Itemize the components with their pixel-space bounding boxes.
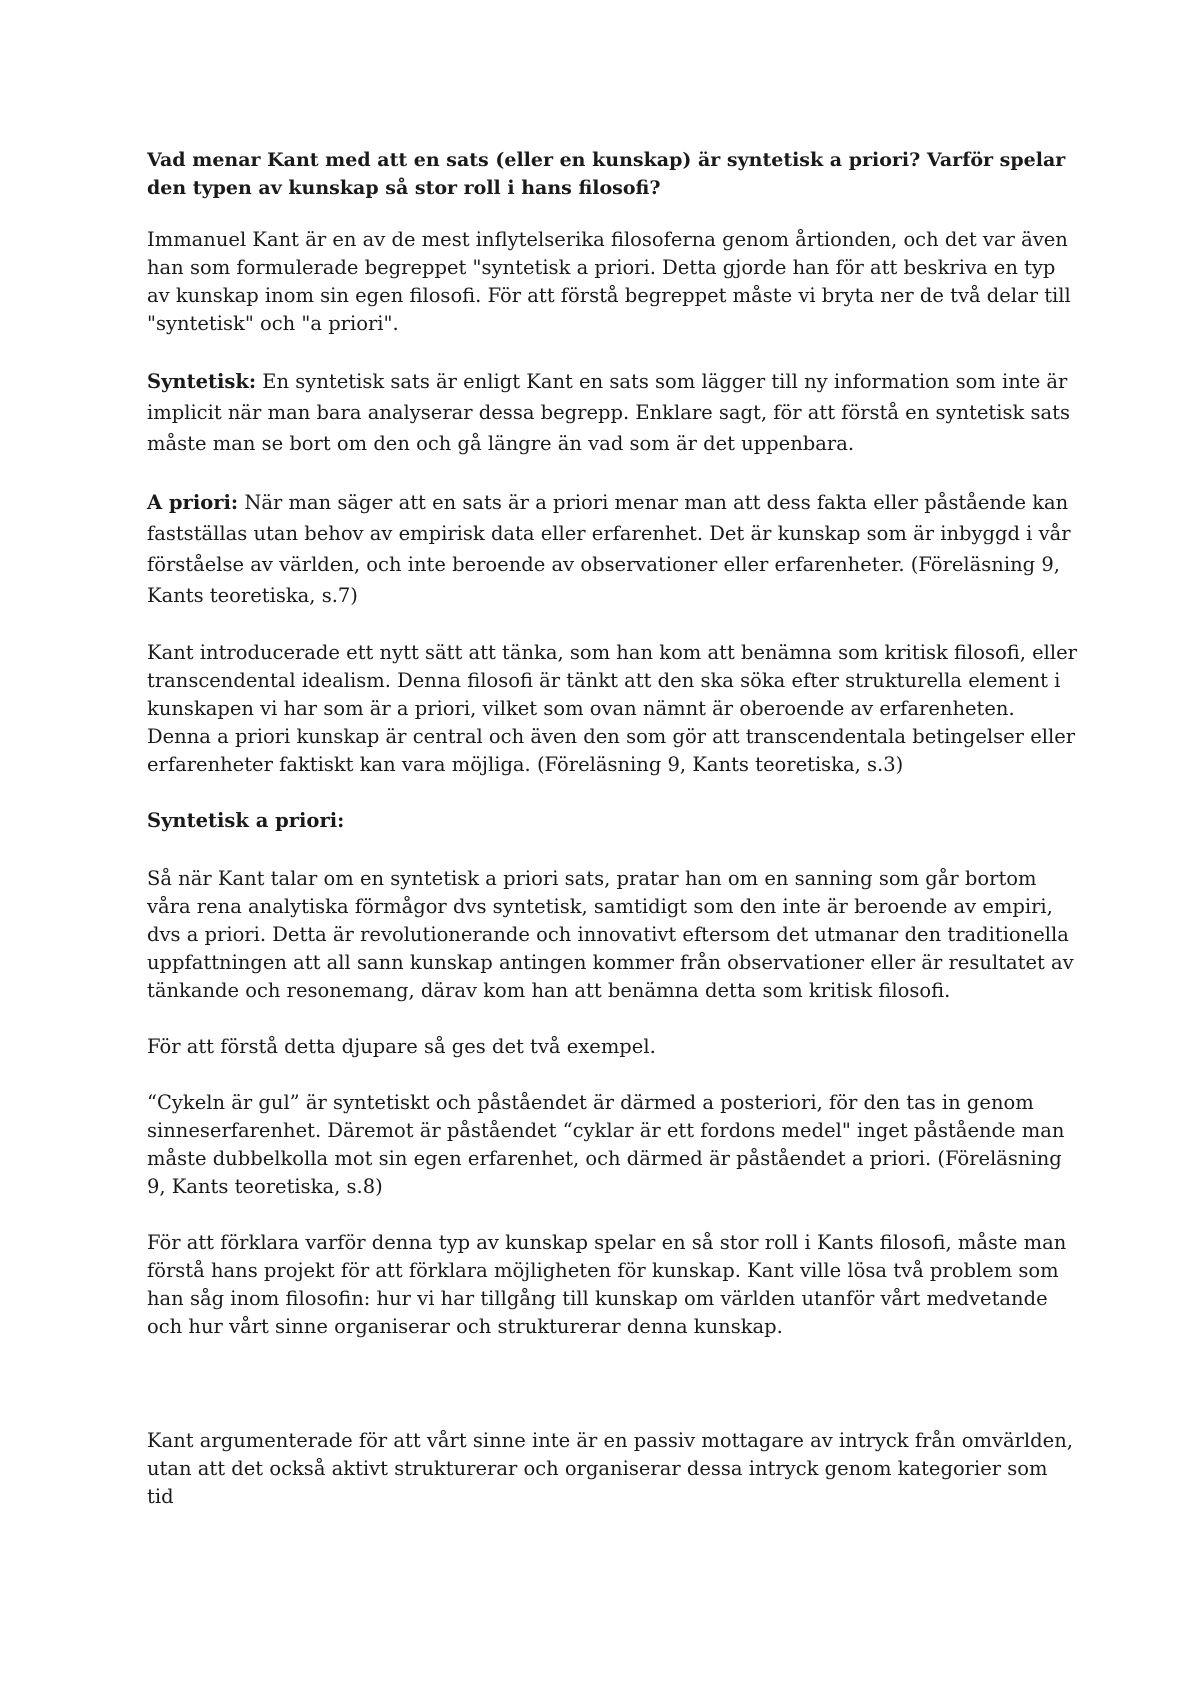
syntetisk-text: En syntetisk sats är enligt Kant en sats som lägger till ny information som inte är implicit när man bara analyserar dessa begrepp. Enklare sagt, för att förstå en syntetisk sats måste man se bort om den och gå längre än vad som är det uppenbara. [147,370,1071,455]
apriori-text: När man säger att en sats är a priori menar man att dess fakta eller påstående kan fastställas utan behov av empirisk data eller erfarenhet. Det är kunskap som är inbyggd i vår förståelse av världen, och inte beroende av observationer eller erfarenheter. (Föreläsning 9, Kants teoretiska, s.7) [147,491,1071,607]
paragraph-spacer [147,1369,1077,1427]
argument-paragraph: Kant argumenterade för att vårt sinne inte är en passiv mottagare av intryck från omvärlden, utan att det också aktivt strukturerar och organiserar dessa intryck genom kategorier som tid [147,1429,1073,1508]
intro-paragraph: Immanuel Kant är en av de mest inflytelserika filosoferna genom årtionden, och det var även han som formulerade begreppet "syntetisk a priori. Detta gjorde han för att beskriva en typ av kunskap inom sin egen filosofi. För att förstå begreppet måste vi bryta ner de två delar till "syntetisk" och "a priori". [147,228,1071,335]
exempel-paragraph: “Cykeln är gul” är syntetiskt och påståendet är därmed a posteriori, för den tas in genom sinneserfarenhet. Däremot är påståendet “cyklar är ett fordons medel" inget påstående man måste dubbelkolla mot sin egen erfarenhet, och därmed är påståendet a priori. (Föreläsning 9, Kants teoretiska, s.8) [147,1091,1065,1198]
apriori-term: A priori: [147,491,239,514]
kritisk-filosofi-paragraph: Kant introducerade ett nytt sätt att tänka, som han kom att benämna som kritisk filosofi, eller transcendental idealism. Denna filosofi är tänkt att den ska söka efter strukturella element i kunskapen vi har som är a priori, vilket som ovan nämnt är oberoende av erfarenheten. Denna a priori kunskap är central och även den som gör att transcendentala betingelser eller erfarenheter faktiskt kan vara möjliga. (Föreläsning 9, Kants teoretiska, s.3) [147,641,1077,776]
essay-question: Vad menar Kant med att en sats (eller en kunskap) är syntetisk a priori? Varför spelar den typen av kunskap så stor roll i hans filosofi? [147,149,1066,199]
syntetisk-term: Syntetisk: [147,370,257,393]
apriori-paragraph [147,487,1077,611]
forklara-paragraph: För att förklara varför denna typ av kunskap spelar en så stor roll i Kants filosofi, måste man förstå hans projekt för att förklara möjligheten för kunskap. Kant ville lösa två problem som han såg inom filosofin: hur vi har tillgång till kunskap om världen utanför vårt medvetande och hur vårt sinne organiserar och strukturerar denna kunskap. [147,1231,1067,1338]
section-heading-syntetisk-a-priori: Syntetisk a priori: [147,809,345,832]
document-body [147,146,1077,1539]
exempel-intro-paragraph: För att förstå detta djupare så ges det två exempel. [147,1035,656,1058]
syntetisk-a-priori-paragraph: Så när Kant talar om en syntetisk a priori sats, pratar han om en sanning som går bortom våra rena analytiska förmågor dvs syntetisk, samtidigt som den inte är beroende av empiri, dvs a priori. Detta är revolutionerande och innovativt eftersom det utmanar den traditionella uppfattningen att all sann kunskap antingen kommer från observationer eller är resultatet av tänkande och resonemang, därav kom han att benämna detta som kritisk filosofi. [147,867,1074,1002]
syntetisk-paragraph [147,366,1077,459]
